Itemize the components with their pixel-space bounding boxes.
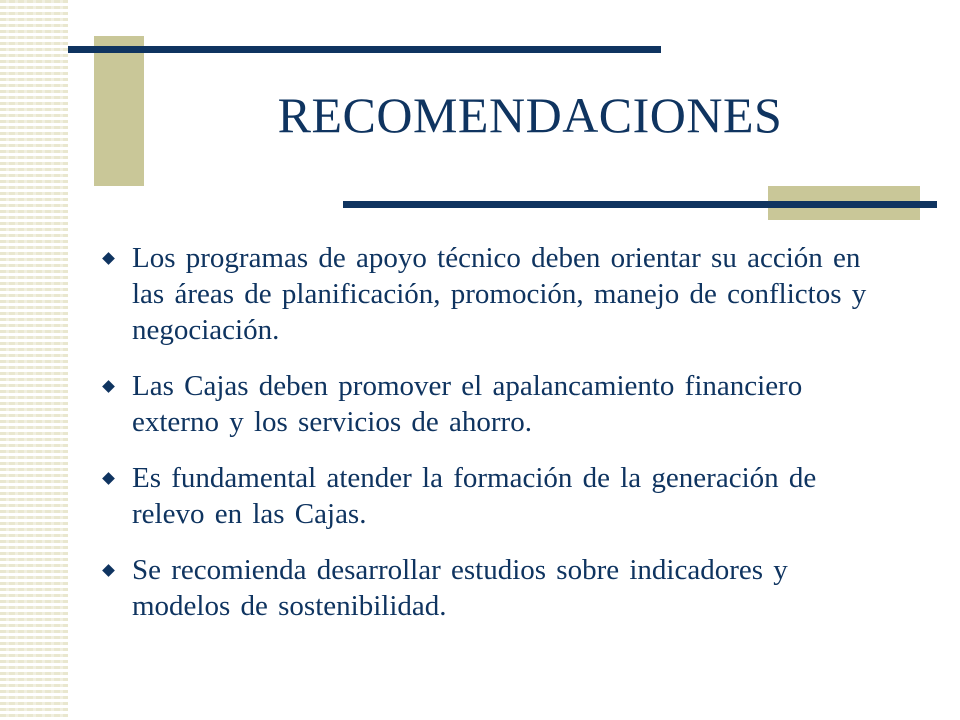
striped-left-margin (0, 0, 68, 720)
slide-title: RECOMENDACIONES (277, 87, 783, 143)
bullet-text: Se recomienda desarrollar estudios sobre indicadores y modelos de sostenibilidad. (132, 554, 788, 622)
diamond-bullet-icon (102, 380, 115, 393)
bullet-item (96, 460, 896, 532)
bullet-item (96, 552, 896, 624)
bullet-text: Los programas de apoyo técnico deben orientar su acción en las áreas de planificación, promoción, manejo de conflictos y negociación. (132, 242, 867, 346)
bullet-text: Las Cajas deben promover el apalancamiento financiero externo y los servicios de ahorro. (132, 370, 803, 438)
decorative-tan-block-top (94, 36, 144, 186)
bullet-list (96, 240, 896, 644)
bullet-item (96, 368, 896, 440)
diamond-bullet-icon (102, 252, 115, 265)
decorative-navy-bar-bottom (343, 201, 937, 208)
bullet-item (96, 240, 896, 348)
bullet-text: Es fundamental atender la formación de la generación de relevo en las Cajas. (132, 462, 817, 530)
decorative-navy-bar-top (68, 46, 661, 53)
diamond-bullet-icon (102, 472, 115, 485)
diamond-bullet-icon (102, 564, 115, 577)
